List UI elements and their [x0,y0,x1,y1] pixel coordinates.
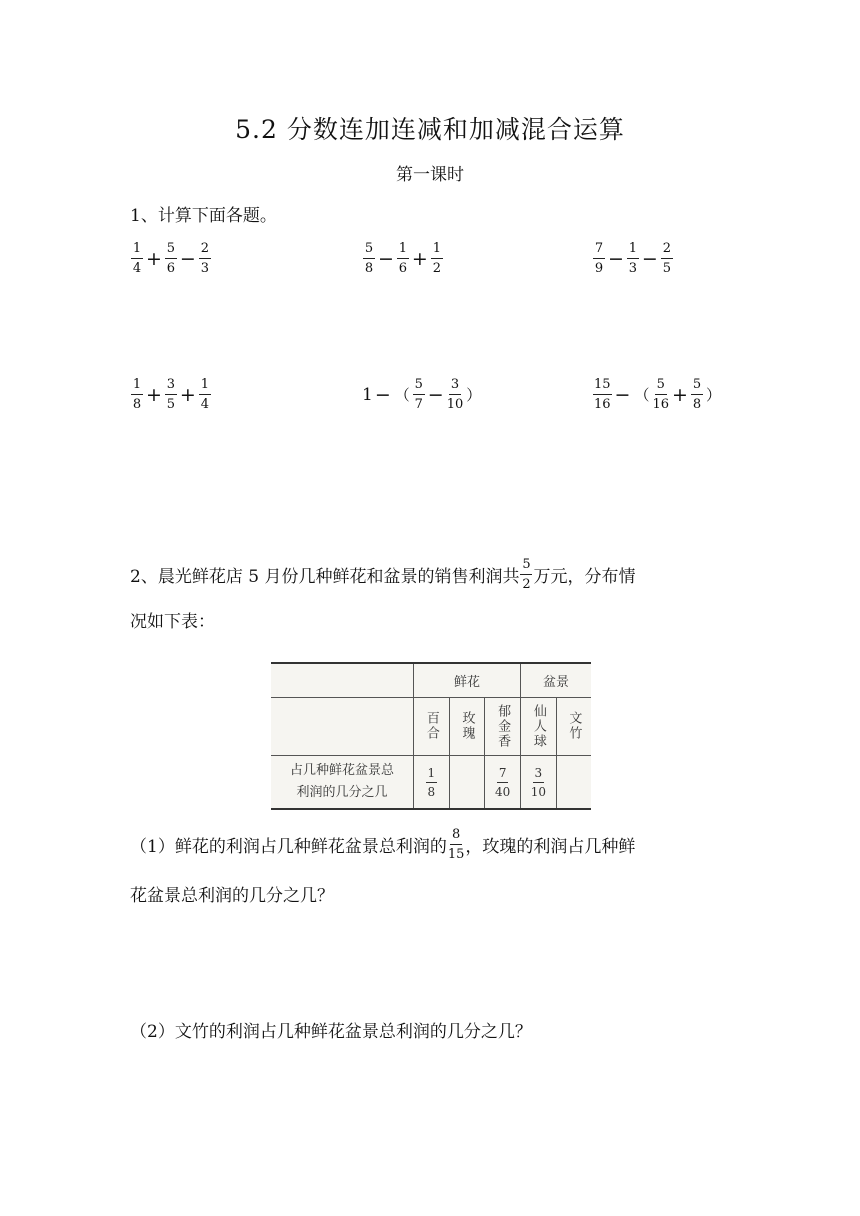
fraction: $\frac{1}{3}$ [628,241,638,276]
operator: − [378,247,394,270]
table-col-rose: 玫瑰 [449,697,485,755]
fraction: $\frac{5}{7}$ [414,377,423,412]
question-2-line-1 [130,558,635,591]
flower-profit-fraction: $\frac{8}{15}$ [447,827,465,862]
operator: + [146,247,162,270]
number-one: 1 [362,384,373,405]
table-blank-header [271,663,414,697]
fraction: $\frac{1}{8}$ [132,377,142,412]
fraction: $\frac{15}{16}$ [594,377,611,412]
operator: + [179,383,196,406]
left-paren: （ [394,386,410,404]
fraction: $\frac{3}{10}$ [446,377,464,412]
expression-2 [362,242,444,275]
table-col-cactus: 仙人球 [521,697,557,755]
expression-4 [130,378,212,411]
fraction: $\frac{5}{16}$ [652,377,670,412]
total-profit-fraction: $\frac{5}{2}$ [522,557,531,592]
table-group-flowers: 鲜花 [414,663,521,697]
table-group-potted: 盆景 [521,663,591,697]
table-col-lily: 百合 [414,697,450,755]
question-2-text-end: 万元，分布情 [533,567,636,587]
fraction: $\frac{5}{6}$ [166,241,176,276]
operator: + [146,383,162,406]
fraction: $\frac{7}{9}$ [594,241,604,276]
fraction: $\frac{2}{5}$ [662,241,671,276]
operator: − [427,383,444,406]
table-value-asparagus-fern [556,755,591,809]
page-title: 5.2 分数连加连减和加减混合运算 [235,115,625,144]
sub-question-1-line-1 [130,828,635,861]
table-value-tulip: $\frac{7}{40}$ [485,755,521,809]
expression-6 [592,378,723,411]
fraction: $\frac{1}{2}$ [432,241,441,276]
lesson-subtitle: 第一课时 [396,165,464,185]
expression-3 [592,242,674,275]
sub-question-1-text: （1）鲜花的利润占几种鲜花盆景总利润的 [130,837,447,857]
question-2-line-2: 况如下表： [130,612,215,632]
table-col-tulip: 郁金香 [485,697,521,755]
fraction: $\frac{1}{4}$ [132,241,142,276]
operator: + [411,247,428,270]
operator: + [672,383,688,406]
fraction: $\frac{5}{8}$ [364,241,374,276]
table-value-cactus: $\frac{3}{10}$ [521,755,557,809]
fraction: $\frac{1}{6}$ [398,241,408,276]
expression-1 [130,242,212,275]
right-paren: ） [466,386,482,404]
profit-table [271,662,591,810]
fraction: $\frac{5}{8}$ [692,377,702,412]
table-col-asparagus-fern: 文竹 [556,697,591,755]
table-row-label: 占几种鲜花盆景总 利润的几分之几 [271,755,414,809]
operator: − [608,247,624,270]
question-2-text: 2、晨光鲜花店 5 月份几种鲜花和盆景的销售利润共 [130,567,520,587]
fraction: $\frac{3}{5}$ [166,377,176,412]
sub-question-1-text-end: ，玫瑰的利润占几种鲜 [465,837,636,857]
operator: − [614,383,631,406]
fraction: $\frac{2}{3}$ [200,241,209,276]
operator: − [641,247,658,270]
operator: − [179,247,196,270]
expression-5 [362,378,483,411]
fraction: $\frac{1}{4}$ [200,377,209,412]
sub-question-1-line-2: 花盆景总利润的几分之几？ [130,886,334,906]
operator: − [374,383,391,406]
right-paren: ） [705,386,721,404]
sub-question-2: （2）文竹的利润占几种鲜花盆景总利润的几分之几？ [130,1022,532,1042]
question-1-label: 1、计算下面各题。 [130,206,277,226]
table-value-rose [449,755,485,809]
table-value-lily: $\frac{1}{8}$ [414,755,450,809]
table-blank-cell [271,697,414,755]
left-paren: （ [634,386,650,404]
